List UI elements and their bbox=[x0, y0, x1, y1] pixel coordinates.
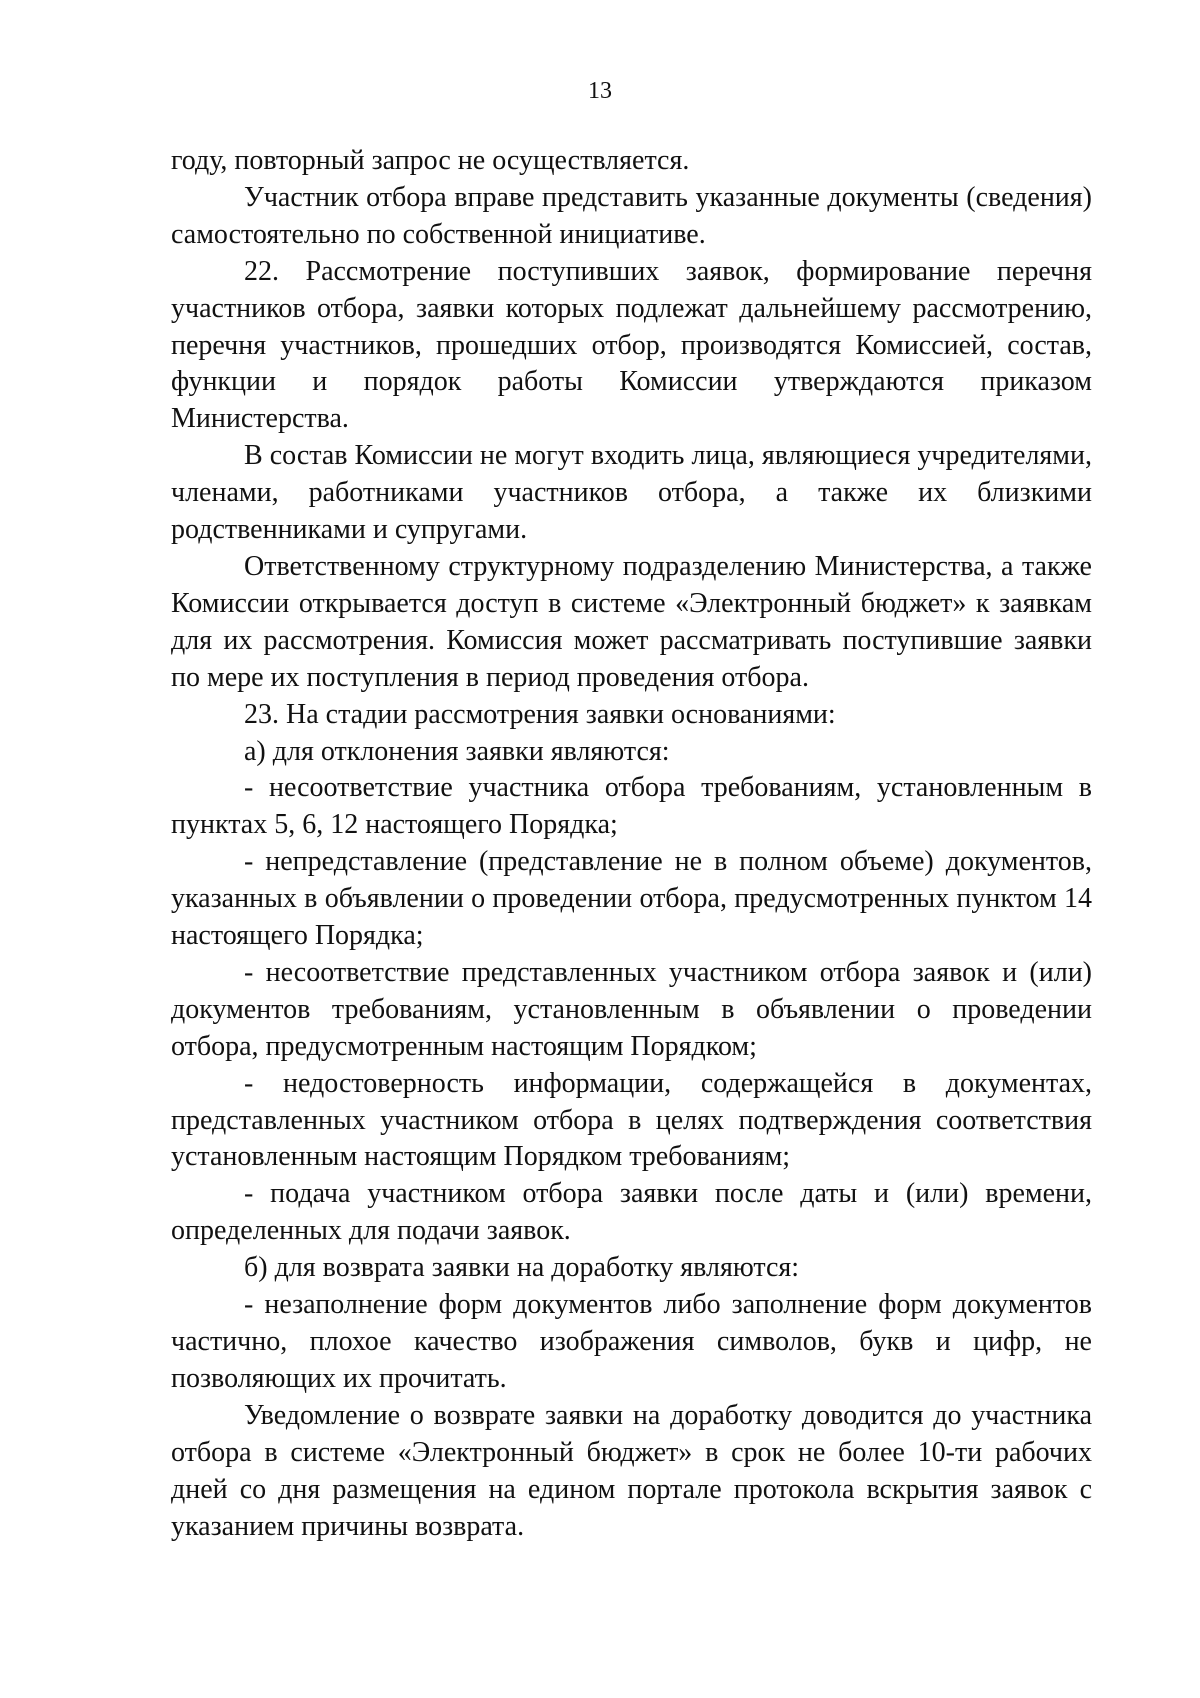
paragraph: Уведомление о возврате заявки на доработку доводится до участника отбора в системе «Электронный бюджет» в срок не более 10-ти рабочих дней со дня размещения на едином портале протокола вскрытия заявок с указанием причины возврата. bbox=[171, 1399, 1092, 1542]
paragraph: Участник отбора вправе представить указанные документы (сведения) самостоятельно по собственной инициативе. bbox=[171, 181, 1092, 250]
paragraph: а) для отклонения заявки являются: bbox=[244, 735, 670, 767]
paragraph: - непредставление (представление не в полном объеме) документов, указанных в объявлении о проведении отбора, предусмотренных пунктом 14 настоящего Порядка; bbox=[171, 846, 1092, 952]
paragraph: - несоответствие участника отбора требованиям, установленным в пунктах 5, 6, 12 настоящего Порядка; bbox=[171, 772, 1092, 841]
paragraph: году, повторный запрос не осуществляется. bbox=[171, 145, 690, 176]
paragraph: В состав Комиссии не могут входить лица, являющиеся учредителями, членами, работниками участников отбора, а также их близкими родственниками и супругами. bbox=[171, 440, 1092, 546]
paragraph: - незаполнение форм документов либо заполнение форм документов частично, плохое качество изображения символов, букв и цифр, не позволяющих их прочитать. bbox=[171, 1289, 1092, 1394]
paragraph: - недостоверность информации, содержащейся в документах, представленных участником отбора в целях подтверждения соответствия установленным настоящим Порядком требованиям; bbox=[171, 1067, 1092, 1173]
paragraph: - подача участником отбора заявки после даты и (или) времени, определенных для подачи заявок. bbox=[171, 1178, 1092, 1247]
paragraph: 22. Рассмотрение поступивших заявок, формирование перечня участников отбора, заявки которых подлежат дальнейшему рассмотрению, перечня участников, прошедших отбор, производятся Комиссией, состав, функции и порядок работы Комиссии утверждаются приказом Министерства. bbox=[171, 255, 1092, 435]
document-body bbox=[171, 143, 1092, 1545]
paragraph: б) для возврата заявки на доработку являются: bbox=[244, 1252, 800, 1284]
paragraph: Ответственному структурному подразделению Министерства, а также Комиссии открывается доступ в системе «Электронный бюджет» к заявкам для их рассмотрения. Комиссия может рассматривать поступившие заявки по мере их поступления в период проведения отбора. bbox=[171, 550, 1092, 693]
paragraph: - несоответствие представленных участником отбора заявок и (или) документов требованиям, установленным в объявлении о проведении отбора, предусмотренным настоящим Порядком; bbox=[171, 956, 1092, 1062]
page-number: 13 bbox=[588, 78, 612, 104]
paragraph: 23. На стадии рассмотрения заявки основаниями: bbox=[244, 698, 836, 730]
